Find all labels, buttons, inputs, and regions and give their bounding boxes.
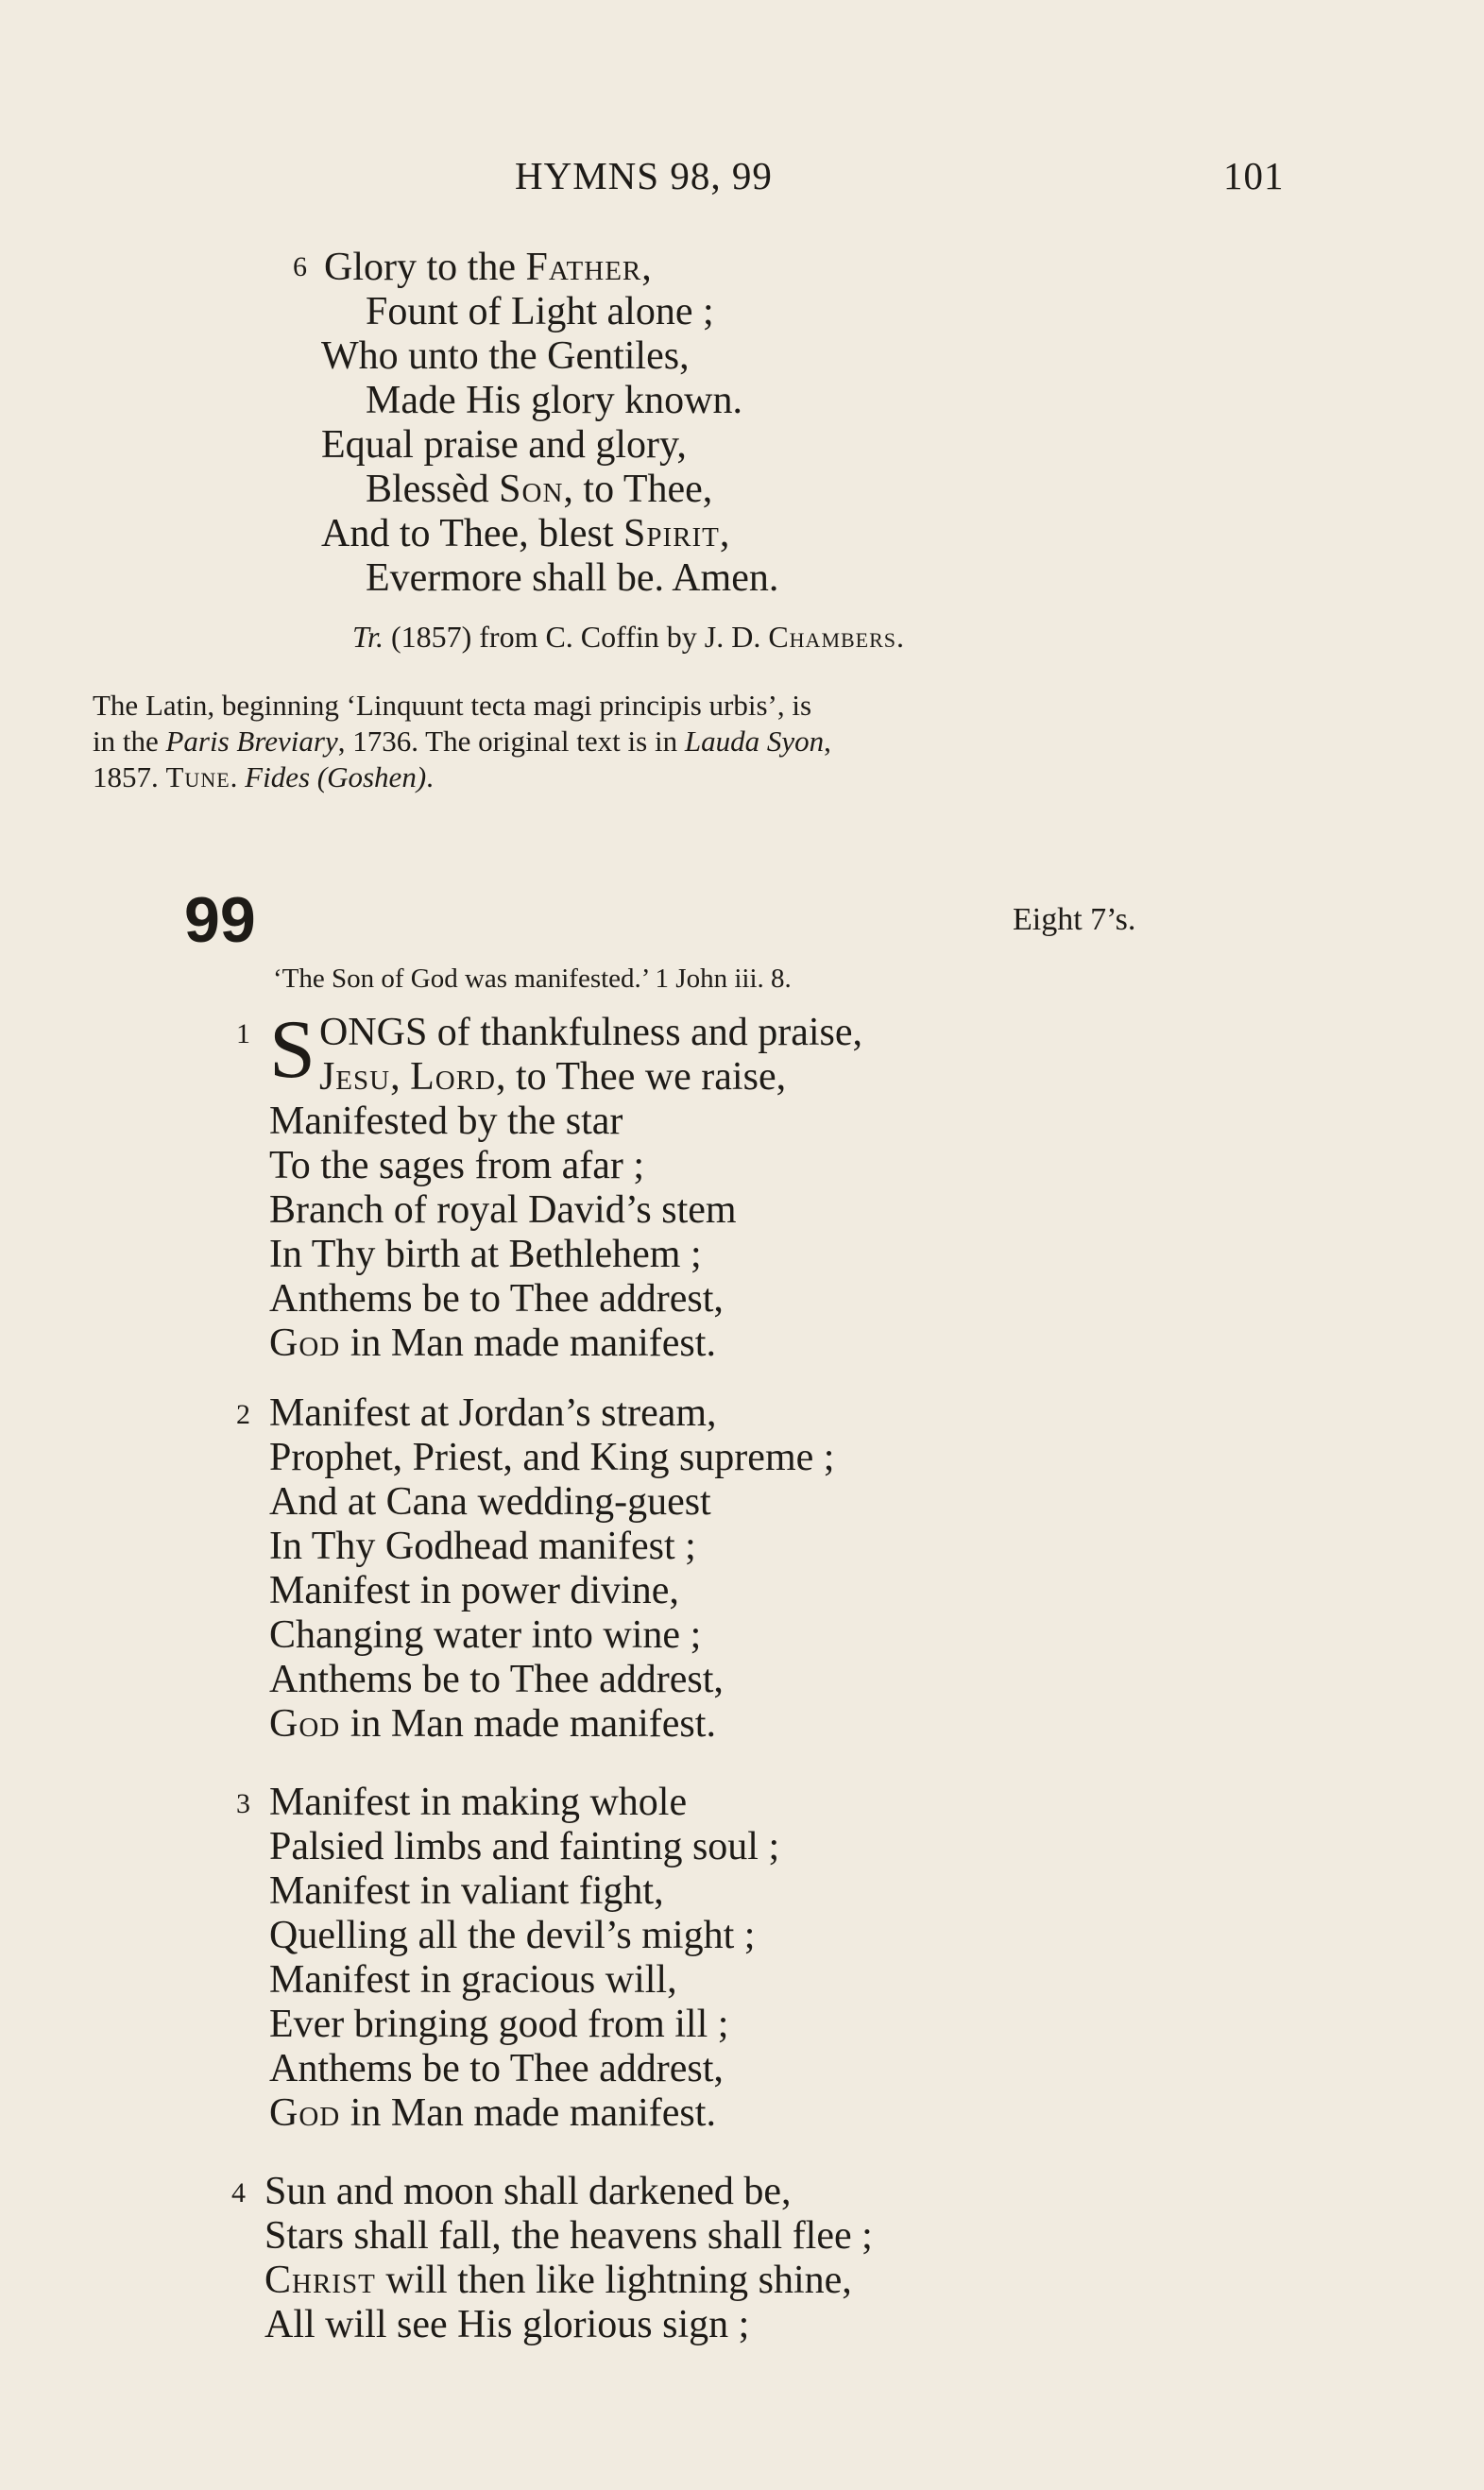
- stanza-number: 1: [236, 1018, 250, 1049]
- verse-line: God in Man made manifest.: [269, 1702, 716, 1746]
- page-number: 101: [1223, 154, 1285, 197]
- verse-line: Manifest in valiant fight,: [269, 1869, 664, 1913]
- verse-line: To the sages from afar ;: [269, 1144, 645, 1187]
- verse-line: Made His glory known.: [366, 379, 742, 422]
- drop-cap: S: [269, 1004, 316, 1096]
- verse-line: God in Man made manifest.: [269, 1322, 716, 1365]
- stanza-number: 6: [293, 251, 307, 282]
- verse-line: Anthems be to Thee addrest,: [269, 1658, 724, 1701]
- verse-line: And at Cana wedding-guest: [269, 1480, 711, 1524]
- hymn-meter: Eight 7’s.: [1013, 902, 1136, 937]
- verse-line: Glory to the Father,: [324, 246, 652, 289]
- verse-line: Christ will then like lightning shine,: [264, 2259, 852, 2302]
- verse-line: In Thy birth at Bethlehem ;: [269, 1233, 702, 1276]
- stanza-number: 4: [231, 2177, 246, 2209]
- scripture-epigraph: ‘The Son of God was manifested.’ 1 John iii. 8.: [273, 964, 792, 994]
- verse-line: Manifest in making whole: [269, 1781, 688, 1824]
- hymn-98-stanza-6: [293, 246, 779, 601]
- verse-line: Who unto the Gentiles,: [321, 334, 690, 378]
- verse-line: Fount of Light alone ;: [366, 290, 714, 333]
- verse-line: Manifest at Jordan’s stream,: [269, 1391, 717, 1435]
- verse-line: ONGS of thankfulness and praise,: [318, 1011, 863, 1054]
- hymn-99-stanza-3: [236, 1781, 780, 2136]
- verse-line: Manifest in gracious will,: [269, 1958, 677, 2002]
- running-title: HYMNS 98, 99: [515, 154, 773, 197]
- verse-line: God in Man made manifest.: [269, 2091, 716, 2135]
- verse-line: Ever bringing good from ill ;: [269, 2003, 729, 2046]
- hymn-99-stanza-1: [236, 1004, 863, 1366]
- hymn-number: 99: [184, 884, 256, 956]
- translator-attribution: Tr. (1857) from C. Coffin by J. D. Chambers.: [352, 620, 905, 654]
- verse-line: All will see His glorious sign ;: [264, 2303, 750, 2346]
- verse-line: Prophet, Priest, and King supreme ;: [269, 1436, 835, 1479]
- page-header: [0, 153, 1484, 210]
- verse-line: Anthems be to Thee addrest,: [269, 2047, 724, 2090]
- verse-line: In Thy Godhead manifest ;: [269, 1525, 696, 1568]
- verse-line: Blessèd Son, to Thee,: [366, 468, 713, 511]
- verse-line: Stars shall fall, the heavens shall flee ;: [264, 2214, 873, 2258]
- verse-line: And to Thee, blest Spirit,: [321, 512, 730, 555]
- verse-line: Evermore shall be. Amen.: [366, 556, 779, 600]
- verse-line: Changing water into wine ;: [269, 1613, 702, 1657]
- verse-line: Equal praise and glory,: [321, 423, 687, 467]
- verse-line: Sun and moon shall darkened be,: [264, 2170, 792, 2213]
- stanza-number: 2: [236, 1399, 250, 1430]
- verse-line: Manifest in power divine,: [269, 1569, 679, 1612]
- verse-line: Jesu, Lord, to Thee we raise,: [318, 1055, 787, 1099]
- verse-line: Palsied limbs and fainting soul ;: [269, 1825, 780, 1868]
- verse-line: Manifested by the star: [269, 1100, 623, 1143]
- stanza-number: 3: [236, 1788, 250, 1819]
- hymn-99-stanza-4: [231, 2170, 873, 2347]
- hymn-99-stanza-2: [236, 1391, 835, 1747]
- verse-line: Quelling all the devil’s might ;: [269, 1914, 756, 1957]
- verse-line: Branch of royal David’s stem: [269, 1188, 737, 1232]
- source-note: The Latin, beginning ‘Linquunt tecta magi principis urbis’, is in the Paris Breviary, 1736. The original text is in Lauda Syon, 1857. Tune. Fides (Goshen).: [93, 689, 831, 793]
- verse-line: Anthems be to Thee addrest,: [269, 1277, 724, 1321]
